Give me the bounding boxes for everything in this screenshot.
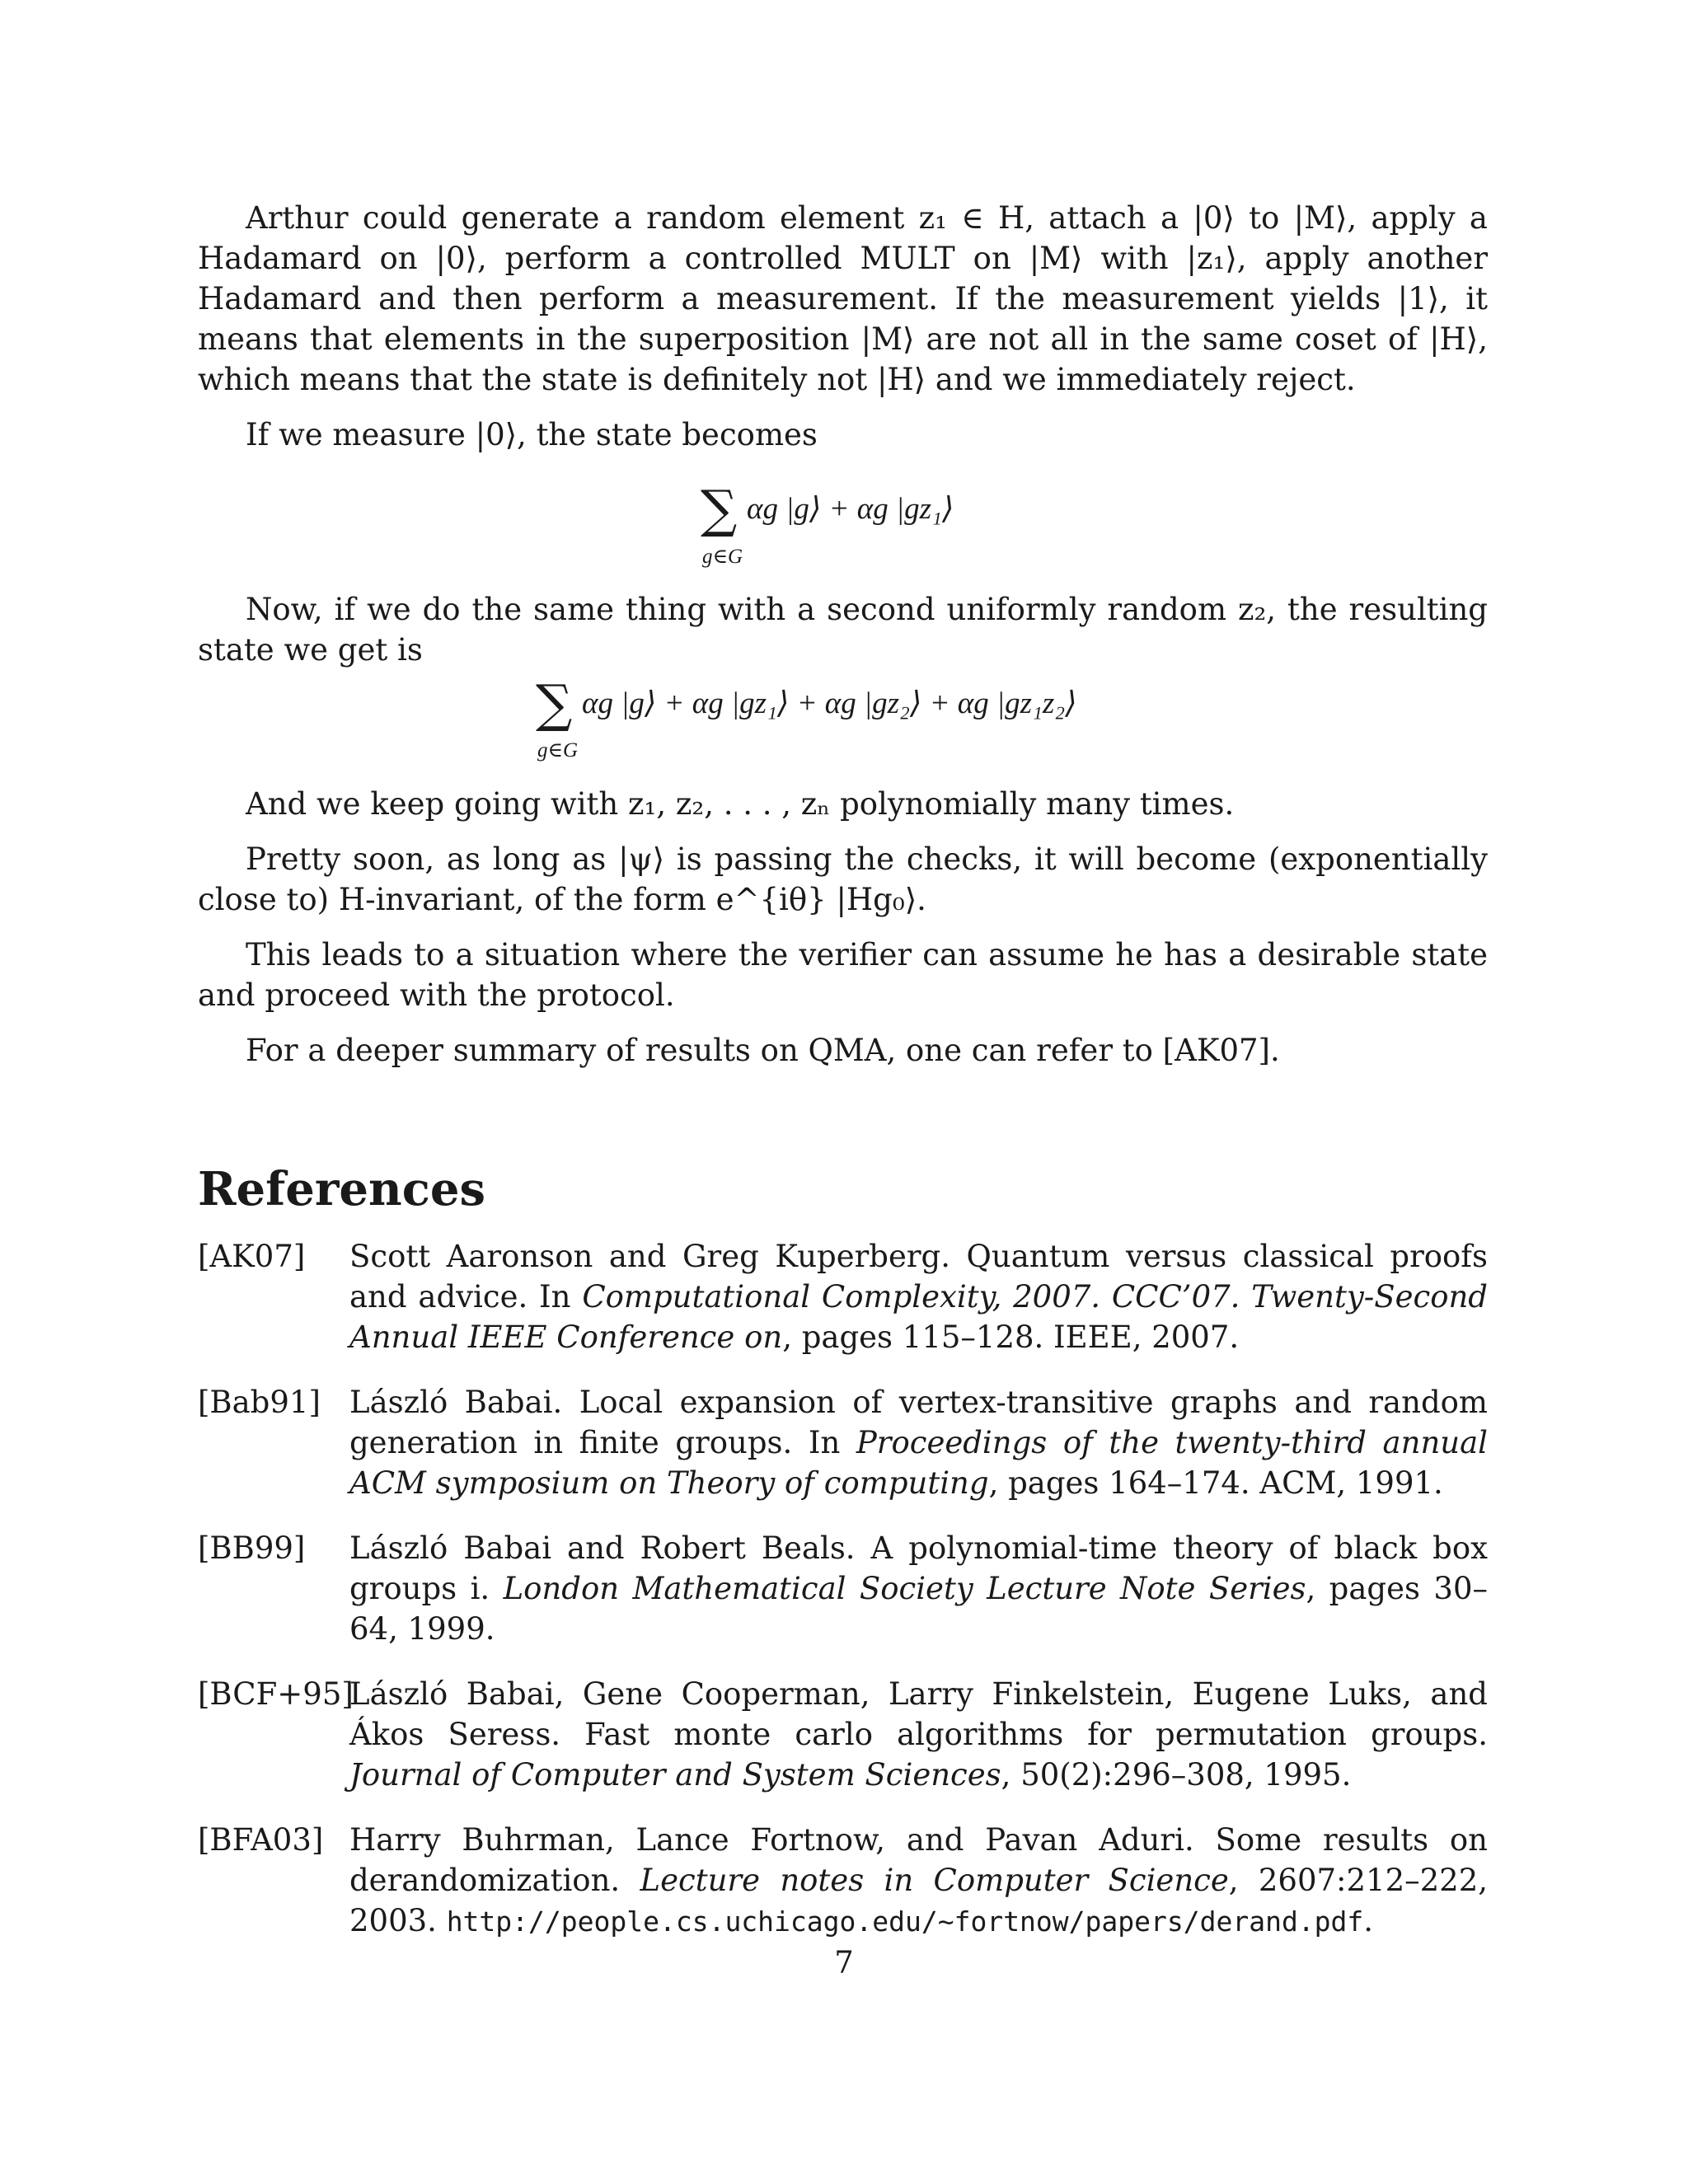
equation-1 — [198, 455, 1488, 566]
reference-key: [BB99] — [198, 1530, 306, 1566]
sum-symbol: ∑ — [536, 673, 573, 733]
reference-item — [198, 1382, 1488, 1503]
reference-key: [Bab91] — [198, 1385, 321, 1420]
sum-symbol: ∑ — [701, 479, 738, 539]
paragraph-summary: For a deeper summary of results on QMA, one can refer to [AK07]. — [246, 1033, 1280, 1068]
reference-item — [198, 1528, 1488, 1649]
paragraph-situation: This leads to a situation where the verifier can assume he has a desirable state and proceed with the protocol. — [198, 937, 1488, 1013]
reference-key: [AK07] — [198, 1239, 306, 1274]
equation-1-sum-index: g∈G — [702, 546, 743, 568]
paragraph-pretty-soon: Pretty soon, as long as |ψ⟩ is passing the checks, it will become (exponentially close to) H-invariant, of the form e^{iθ} |Hg₀⟩. — [198, 841, 1488, 917]
reference-url-link[interactable]: http://people.cs.uchicago.edu/~fortnow/papers/derand.pdf — [446, 1905, 1364, 1938]
page-body — [198, 198, 1489, 1938]
paragraph-measure: If we measure |0⟩, the state becomes — [246, 417, 818, 452]
equation-2-sum-index: g∈G — [537, 739, 579, 762]
reference-key: [BCF+95] — [198, 1676, 354, 1712]
paragraph-keep-going: And we keep going with z₁, z₂, . . . , zₙ polynomially many times. — [246, 786, 1235, 822]
reference-body: Scott Aaronson and Greg Kuperberg. Quantum versus classical proofs and advice. In Computational Complexity, 2007. CCC’07. Twenty-Second Annual IEEE Conference on, pages 115–128. IEEE, 2007. — [349, 1239, 1488, 1355]
equation-2-text: αg |g⟩ + αg |gz₁⟩ + αg |gz₂⟩ + αg |gz₁z₂⟩ — [582, 687, 1077, 720]
reference-item — [198, 1236, 1488, 1357]
reference-body: László Babai. Local expansion of vertex-transitive graphs and random generation in finite groups. In Proceedings of the twenty-third annual ACM symposium on Theory of computing, pages 164–174. ACM, 1991. — [349, 1385, 1488, 1501]
reference-key: [BFA03] — [198, 1822, 324, 1858]
reference-body: László Babai, Gene Cooperman, Larry Finkelstein, Eugene Luks, and Ákos Seress. Fast monte carlo algorithms for permutation groups. Journal of Computer and System Sciences, 50(2):296–308, 1995. — [349, 1676, 1488, 1793]
reference-body: László Babai and Robert Beals. A polynomial-time theory of black box groups i. London Mathematical Society Lecture Note Series, pages 30–64, 1999. — [349, 1530, 1488, 1647]
equation-1-body — [701, 479, 954, 539]
equation-1-text: αg |g⟩ + αg |gz₁⟩ — [747, 492, 954, 526]
references-list — [198, 1236, 1488, 1966]
equation-2-body — [536, 673, 1077, 733]
references-heading: References — [198, 1162, 485, 1216]
reference-item — [198, 1674, 1488, 1795]
page-number: 7 — [834, 1945, 854, 1980]
equation-2 — [198, 670, 1488, 769]
paragraph-second-random: Now, if we do the same thing with a second uniformly random z₂, the resulting state we get is — [198, 592, 1488, 668]
reference-item — [198, 1820, 1488, 1942]
paragraph-arthur: Arthur could generate a random element z₁ ∈ H, attach a |0⟩ to |M⟩, apply a Hadamard on |0⟩, perform a controlled MULT on |M⟩ with |z₁⟩, apply another Hadamard and then perform a measurement. If the measurement yields |1⟩, it means that elements in the superposition |M⟩ are not all in the same coset of |H⟩, which means that the state is definitely not |H⟩ and we immediately reject. — [198, 200, 1488, 397]
reference-body: Harry Buhrman, Lance Fortnow, and Pavan Aduri. Some results on derandomization. Lecture notes in Computer Science, 2607:212–222, 2003. http://people.cs.uchicago.edu/~fortnow/papers/derand.pdf. — [349, 1822, 1489, 1938]
